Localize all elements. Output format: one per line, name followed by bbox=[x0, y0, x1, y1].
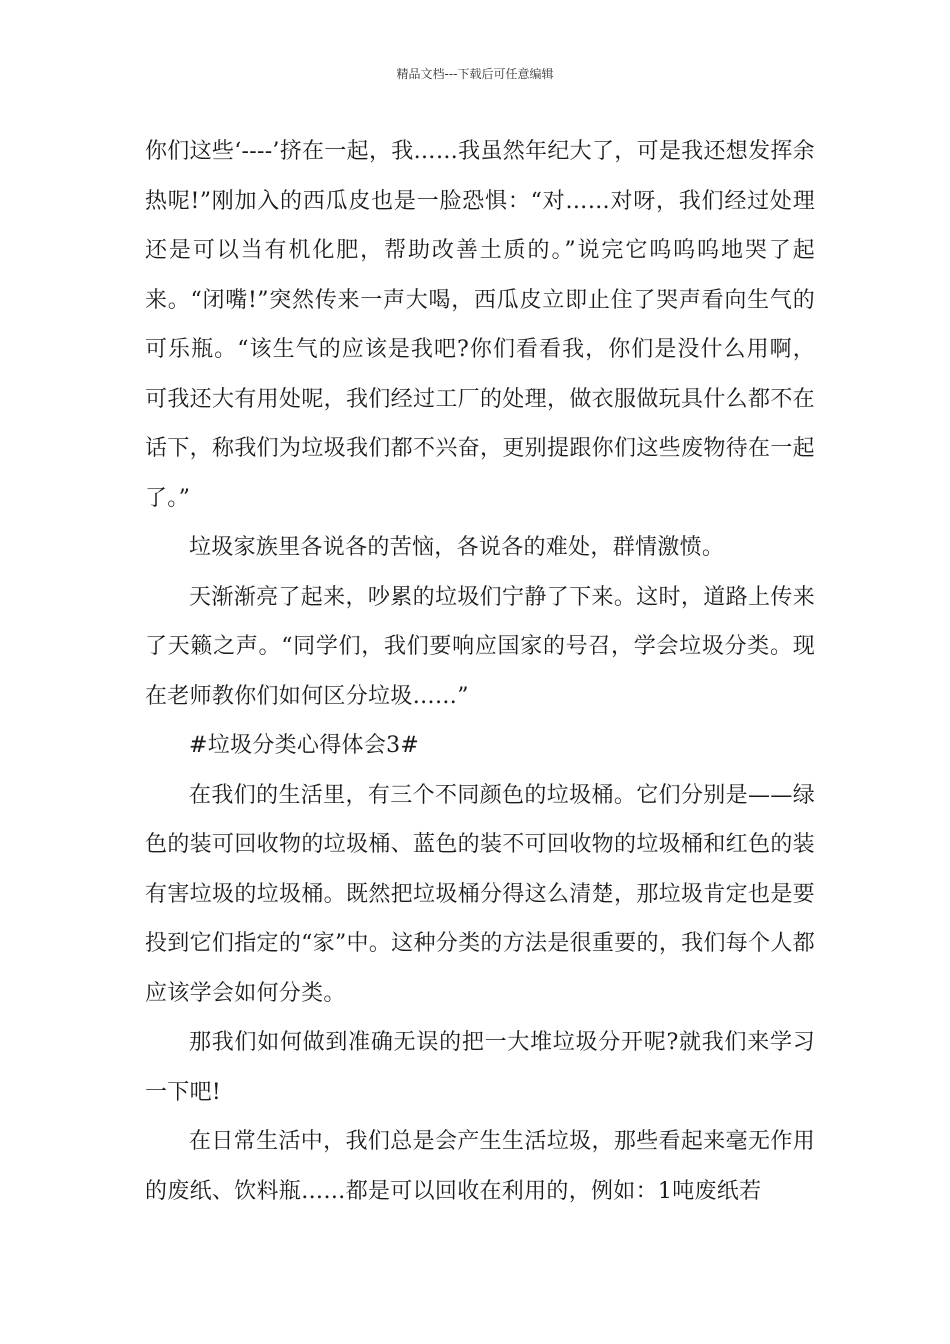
section-heading: #垃圾分类心得体会3# bbox=[189, 733, 420, 758]
document-body bbox=[145, 127, 815, 1216]
page-header: 精品文档---下载后可任意编辑 bbox=[396, 67, 554, 81]
paragraph-4: 在我们的生活里，有三个不同颜色的垃圾桶。它们分别是——绿色的装可回收物的垃圾桶、蓝色的装不可回收物的垃圾桶和红色的装有害垃圾的垃圾桶。既然把垃圾桶分得这么清楚，那垃圾肯定也是要投到它们指定的“家”中。这种分类的方法是很重要的，我们每个人都应该学会如何分类。 bbox=[145, 782, 815, 1006]
paragraph-5: 那我们如何做到准确无误的把一大堆垃圾分开呢?就我们来学习一下吧! bbox=[145, 1030, 815, 1105]
paragraph-3: 天渐渐亮了起来，吵累的垃圾们宁静了下来。这时，道路上传来了天籁之声。“同学们，我们要响应国家的号召，学会垃圾分类。现在老师教你们如何区分垃圾……” bbox=[145, 584, 815, 709]
paragraph-2: 垃圾家族里各说各的苦恼，各说各的难处，群情激愤。 bbox=[189, 535, 725, 560]
paragraph-1: 你们这些‘----’挤在一起，我……我虽然年纪大了，可是我还想发挥余热呢!”刚加入的西瓜皮也是一脸恐惧：“对……对呀，我们经过处理还是可以当有机化肥，帮助改善土质的。”说完它呜呜呜地哭了起来。“闭嘴!”突然传来一声大喝，西瓜皮立即止住了哭声看向生气的可乐瓶。“该生气的应该是我吧?你们看看我，你们是没什么用啊，可我还大有用处呢，我们经过工厂的处理，做衣服做玩具什么都不在话下，称我们为垃圾我们都不兴奋，更别提跟你们这些废物待在一起了。” bbox=[145, 139, 815, 511]
paragraph-6: 在日常生活中，我们总是会产生生活垃圾，那些看起来毫无作用的废纸、饮料瓶……都是可以回收在利用的，例如：1吨废纸若 bbox=[145, 1129, 815, 1204]
